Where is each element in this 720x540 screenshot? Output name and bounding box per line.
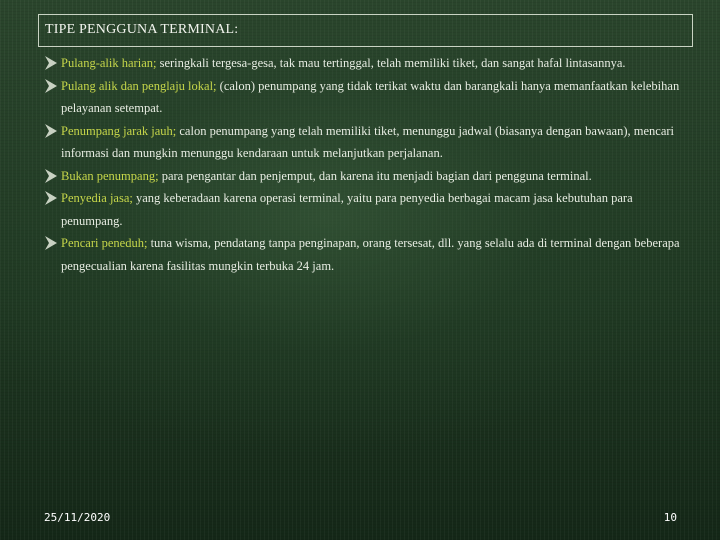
bullet-text: (calon) penumpang yang tidak terikat waktu dan barangkali hanya memanfaatkan kelebihan pelayanan setempat. <box>61 78 680 115</box>
bullet-term: Pencari peneduh; <box>61 236 148 250</box>
arrow-bullet-icon <box>44 123 58 139</box>
bullet-item <box>44 165 694 188</box>
bullet-text: para pengantar dan penjemput, dan karena itu menjadi bagian dari pengguna terminal. <box>158 168 592 183</box>
bullet-item <box>44 120 694 165</box>
bullet-item <box>44 52 694 75</box>
bullet-term: Bukan penumpang; <box>61 168 159 183</box>
bullet-item <box>44 232 694 277</box>
arrow-bullet-icon <box>44 168 58 184</box>
bullet-term: Pulang alik dan penglaju lokal; <box>61 78 217 93</box>
slide-title: TIPE PENGGUNA TERMINAL: <box>45 22 239 37</box>
arrow-bullet-icon <box>44 78 58 94</box>
arrow-bullet-icon <box>44 55 58 71</box>
bullet-text: yang keberadaan karena operasi terminal, yaitu para penyedia berbagai macam jasa kebutuhan para penumpang. <box>61 191 633 228</box>
bullet-term: Penumpang jarak jauh; <box>61 123 177 138</box>
page-number: 10 <box>663 511 677 524</box>
bullet-text: calon penumpang yang telah memiliki tiket, menunggu jadwal (biasanya dengan bawaan), mencari informasi dan mungkin menunggu kendaraan untuk melanjutkan perjalanan. <box>61 123 674 160</box>
bullet-item <box>44 187 694 232</box>
arrow-bullet-icon <box>44 190 58 206</box>
slide-title-box <box>38 14 693 47</box>
bullet-term: Pulang-alik harian; <box>61 56 157 70</box>
footer-date: 25/11/2020 <box>44 511 111 524</box>
arrow-bullet-icon <box>44 235 58 251</box>
bullet-text: seringkali tergesa-gesa, tak mau tertinggal, telah memiliki tiket, dan sangat hafal lintasannya. <box>156 56 626 70</box>
bullet-list <box>44 52 694 277</box>
bullet-term: Penyedia jasa; <box>61 191 133 205</box>
bullet-item <box>44 75 694 120</box>
bullet-text: tuna wisma, pendatang tanpa penginapan, orang tersesat, dll. yang selalu ada di terminal dengan beberapa pengecualian karena fasilitas mungkin terbuka 24 jam. <box>61 236 680 273</box>
